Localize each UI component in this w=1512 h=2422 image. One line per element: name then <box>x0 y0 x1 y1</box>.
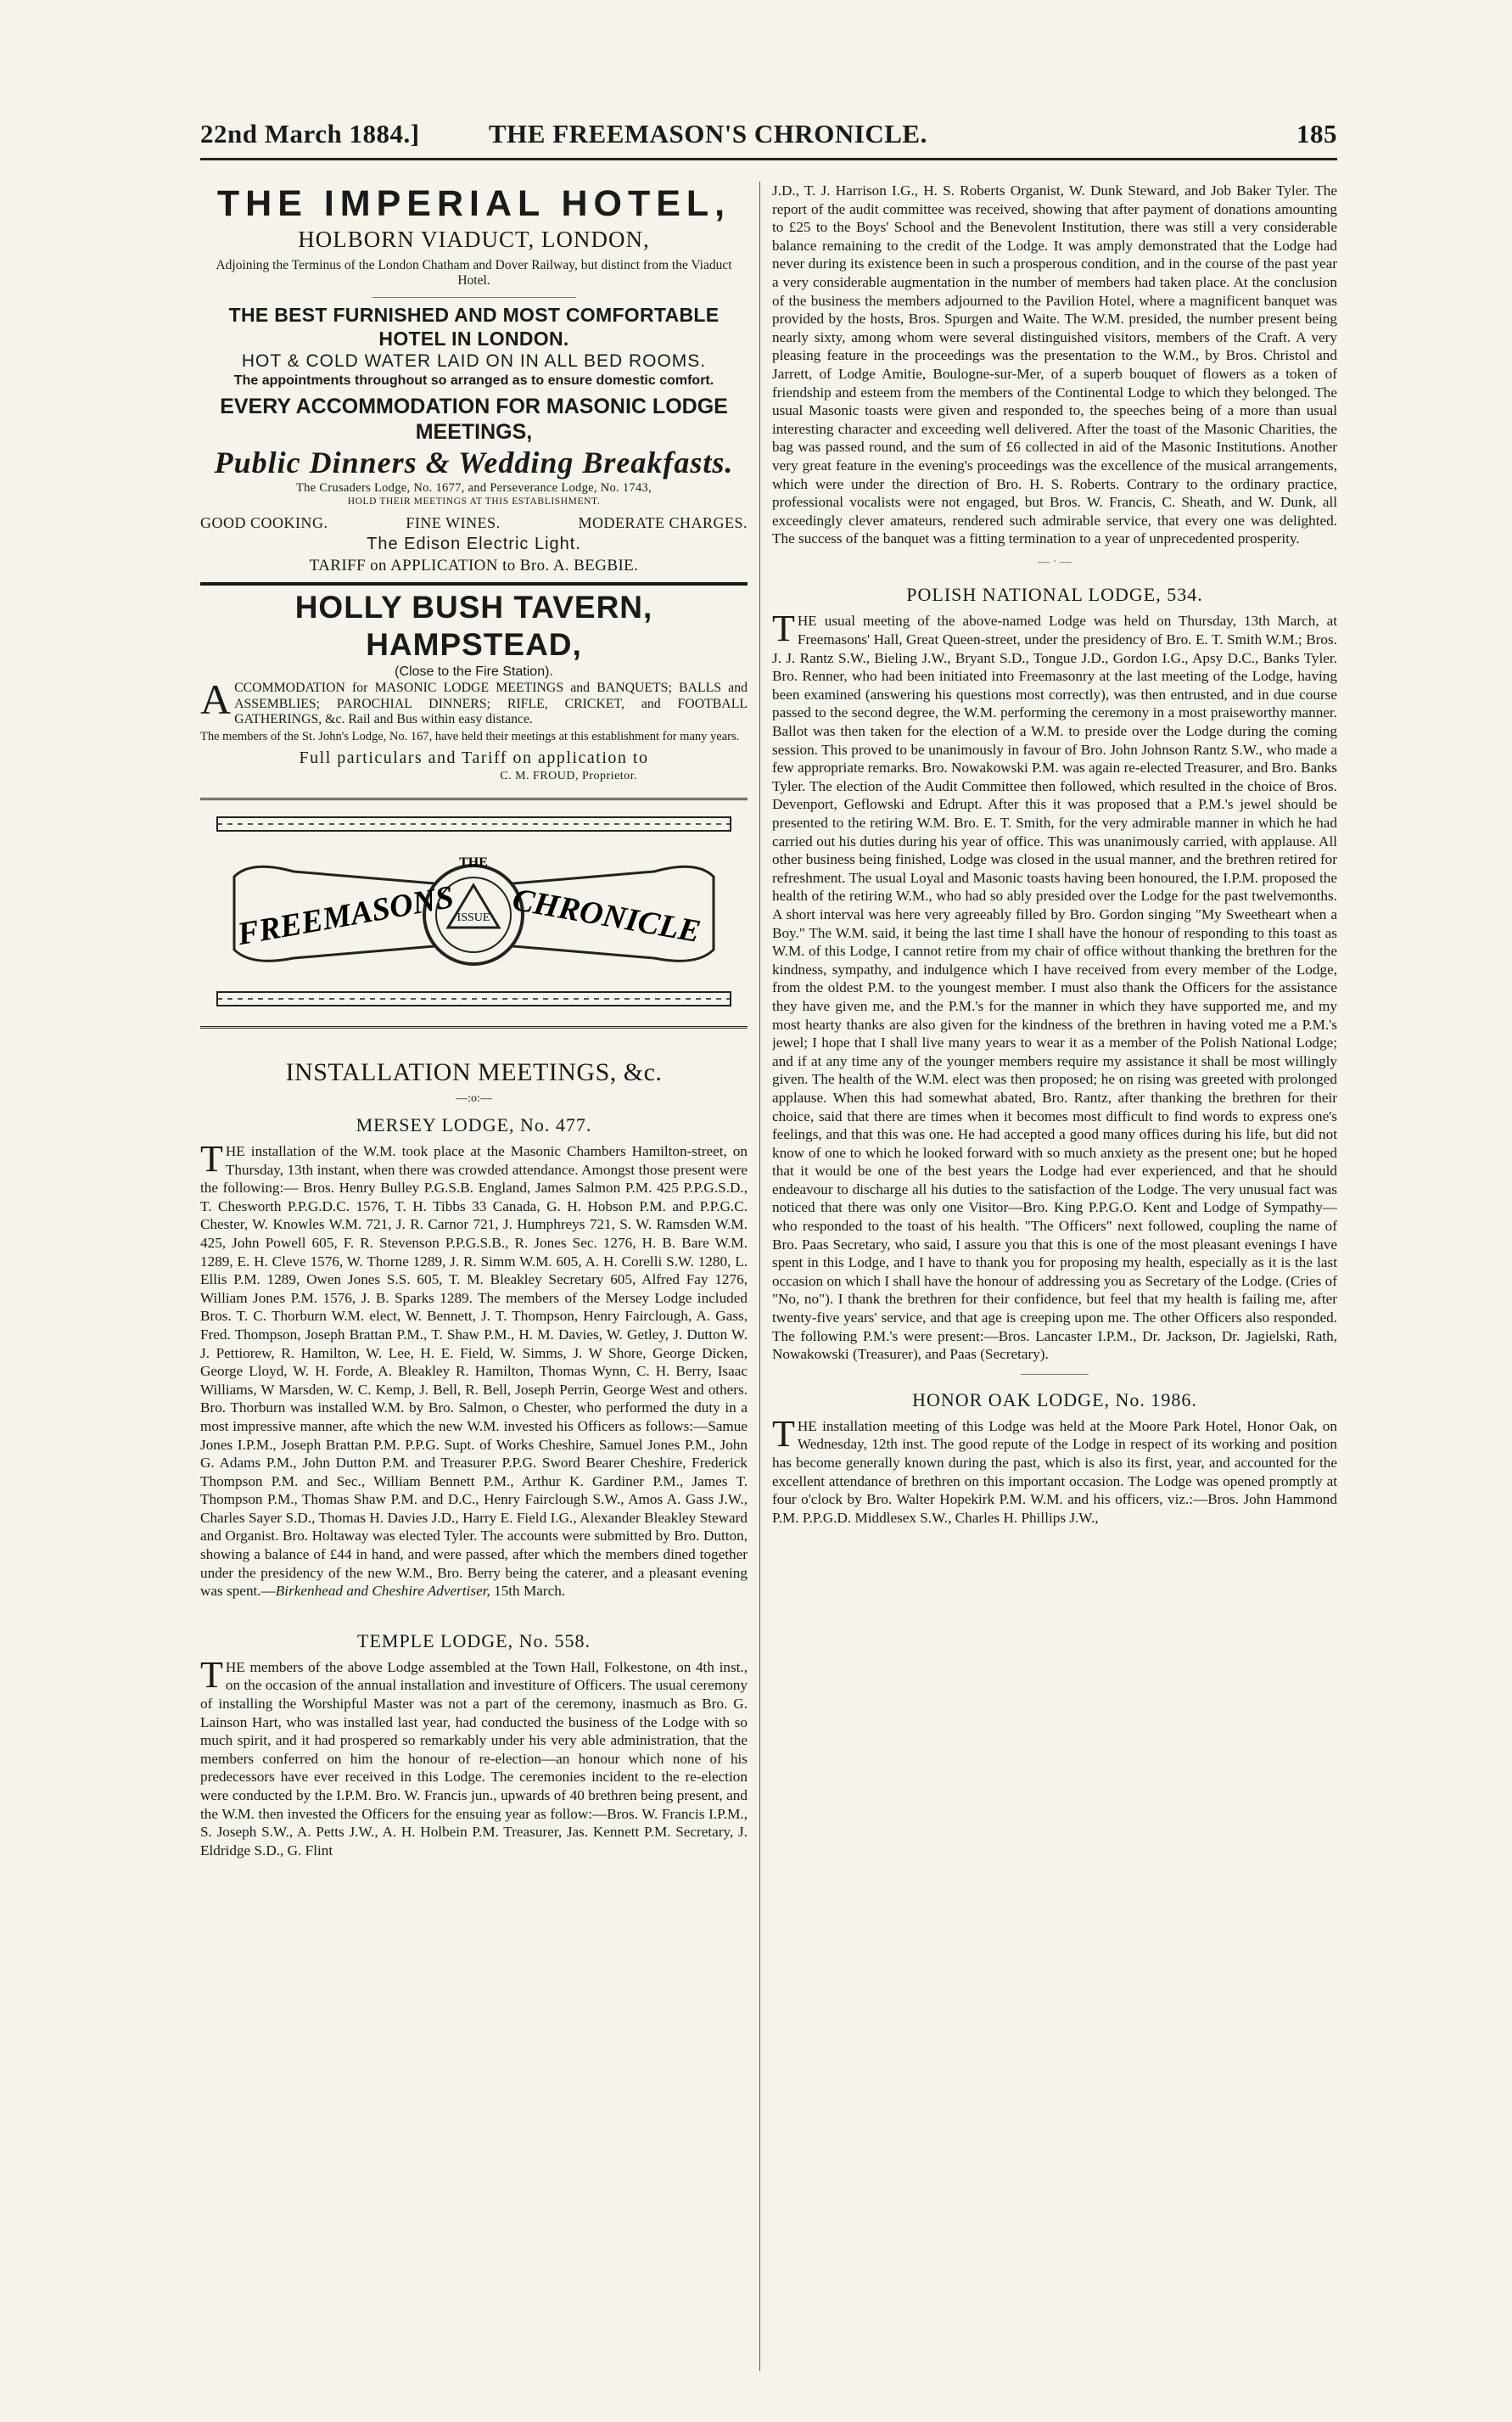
holly-body-text: CCOMMODATION for MASONIC LODGE MEETINGS and BANQUETS; BALLS and ASSEMBLIES; PAROCHIAL DINNERS; RIFLE, CRICKET, and FOOTBALL GATHERINGS, &c. Rail and Bus within easy distance. <box>234 681 748 726</box>
imperial-crusaders: The Crusaders Lodge, No. 1677, and Perseverance Lodge, No. 1743, <box>295 481 652 495</box>
imperial-hotel-advert <box>200 183 748 577</box>
advert-separator <box>200 582 748 586</box>
imperial-cooking: GOOD COOKING. <box>200 514 328 531</box>
advert-divider <box>372 297 576 298</box>
chronicle-logo-art <box>200 800 748 1021</box>
holly-subtitle: (Close to the Fire Station). <box>395 664 553 679</box>
running-header <box>200 119 1337 156</box>
polish-article <box>772 612 1337 1363</box>
mersey-heading: MERSEY LODGE, No. 477. <box>356 1114 592 1135</box>
polish-dropcap: T <box>772 612 795 650</box>
honor-heading: HONOR OAK LODGE, No. 1986. <box>912 1388 1197 1410</box>
imperial-best: THE BEST FURNISHED AND MOST COMFORTABLE HOTEL IN LONDON. <box>228 304 720 350</box>
imperial-hold: HOLD THEIR MEETINGS AT THIS ESTABLISHMENT. <box>347 496 601 507</box>
mersey-source: Birkenhead and Cheshire Advertiser, <box>275 1583 490 1600</box>
honor-text: HE installation meeting of this Lodge was held at the Moore Park Hotel, Honor Oak, on Wednesday, 12th inst. The good repute of the Lodge in respect of its working and position has become generally known during the past, which is also its first, year, and accounted for the excellent attendance of brethren on this important occasion. The Lodge was opened promptly at four o'clock by Bro. Walter Hopekirk P.M. W.M. and his officers, viz.:—Bros. John Hammond P.M. P.P.G.D. Middlesex S.W., Charles H. Phillips J.W., <box>772 1417 1337 1526</box>
imperial-charges: MODERATE CHARGES. <box>578 514 748 531</box>
installation-heading: INSTALLATION MEETINGS, &c. <box>285 1058 663 1086</box>
polish-text: HE usual meeting of the above-named Lodge was held on Thursday, 13th March, at Freemasons' Hall, Great Queen-street, under the presidency of Bro. E. T. Smith W.M.; Bros. J. J. Rantz S.W., Bieling J.W., Bryant S.D., Tongue J.D., Gordon I.G., Apsy D.C., Banks Tyler. Bro. Renner, who had been initiated into Freemasonry at the last meeting of the Lodge, having been examined (answering his questions most correctly), was then entrusted, and in due course passed to the second degree, the W.M. performing the ceremony in a most praiseworthy manner. Ballot was then taken for the election of a W.M. to preside over the Lodge during the coming session. This proved to be unanimously in favour of Bro. John Johnson Rantz S.W., who made a few appropriate remarks. Bro. Nowakowski P.M. was again re-elected Treasurer, and Bro. Banks Tyler. The election of the Audit Committee then followed, which resulted in the choice of Bros. Devenport, Geflowski and Edrupt. After this it was proposed that a P.M.'s jewel should be presented to the retiring W.M. Bro. E. T. Smith, for the very admirable manner in which he had carried out his duties during his year of office. This was unanimously carried, with applause. All other business being finished, Lodge was closed in the usual manner, and the brethren retired for refreshment. The usual Loyal and Masonic toasts having been honoured, the I.P.M. proposed the health of the retiring W.M., who had so ably presided over the Lodge for the past twelvemonths. A short interval was here very agreeably filled by Bro. Gordon singing "My Sweetheart when a Boy." The W.M. said, it being the last time I shall have the honour of responding to this toast as W.M. of this Lodge, I cannot retire from my chair of office without thanking the brethren for the kindness, sympathy, and indulgence which I have received from every member of the Lodge, from the oldest P.M. to the youngest member. I must also thank the Officers for the assistance they have given me, and the P.M.'s for the manner in which they have supported me, and my most hearty thanks are also given for the kindness of the brethren in having voted me a P.M.'s jewel; I hope that I shall live many years to wear it as a member of the Polish National Lodge; and if at any time any of the younger members require my assistance it shall be most willingly given. The health of the W.M. elect was then proposed; he on rising was greeted with prolonged applause. When this had somewhat abated, Bro. Rantz, after thanking the brethren for their choice, said that there are times when it becomes most difficult to find words to express one's feelings, and that this was one. He had accepted a good many offices during his life, but did not know of one to which he looked forward with so much anxiety as the present one; but he hoped that it would be one of the best years the Lodge had ever experienced, and that he should endeavour to discharge all his duties to the satisfaction of the Lodge. The very unusual fact was noticed that there was only one Visitor—Bro. King P.P.G.O. Kent and Lodge of Sympathy—who responded to the toast of his health. "The Officers" next followed, coupling the name of Bro. Paas Secretary, who said, I assure you that this is one of the most pleasant evenings I have spent in this Lodge, and I have to thank you for proposing my health, especially as it is the last occasion on which I shall have the honour of addressing you as Secretary of the Lodge. (Cries of "No, no"). I thank the brethren for their confidence, but feel that my health is failing me, after twenty-five years' service, and that age is creeping upon me. The other Officers also responded. The following P.M.'s were present:—Bros. Lancaster I.P.M., Dr. Jackson, Dr. Jagielski, Rath, Nowakowski (Treasurer), and Paas (Secretary). <box>772 613 1337 1363</box>
logo-left-text: FREEMASONS <box>234 879 456 953</box>
column-divider <box>759 182 760 2371</box>
temple-heading: TEMPLE LODGE, No. 558. <box>357 1629 591 1651</box>
temple-article <box>200 1658 748 1860</box>
header-rule <box>200 158 1337 160</box>
holly-proprietor: C. M. FROUD, Proprietor. <box>500 770 637 782</box>
chronicle-logo <box>200 798 748 1029</box>
imperial-dinners: Public Dinners & Wedding Breakfasts. <box>214 446 734 479</box>
temple-continuation: J.D., T. J. Harrison I.G., H. S. Roberts Organist, W. Dunk Steward, and Job Baker Tyler. The report of the audit committee was received, showing that after payment of donations amounting to £25 to the Boys' School and the Benevolent Institution, there was still a very considerable balance remaining to the credit of the Lodge. It was amply demonstrated that the Lodge had never during its existence been in such a prosperous condition, and in the course of the past year a very considerable augmentation in the number of members had taken place. At the conclusion of the business the members adjourned to the Pavilion Hotel, where a magnificent banquet was provided by the hosts, Bros. Spurgen and Waite. The W.M. presided, the number present being nearly sixty, among whom were several distinguished visitors, members of the Craft. A very pleasing feature in the proceedings was the presentation to the W.M., by Bros. Christol and Jarrett, of Lodge Amitie, Boulogne-sur-Mer, of a superb bouquet of flowers as a token of friendship and esteem from the members of the Continental Lodge to which they belonged. The usual Masonic toasts were given and responded to, the speeches being of a more than usual interesting character and exceeding well delivered. After the toast of the Masonic Charities, the bag was passed round, and the sum of £6 collected in aid of the Masonic Institutions. Another very great feature in the evening's proceedings was the excellence of the musical arrangements, which were under the direction of Bro. H. S. Roberts. Contrary to the ordinary practice, professional vocalists were not engaged, but Bros. W. Francis, C. Sheath, and W. Dunk, all exceedingly clever amateurs, rendered such admirable service, that every one was delighted. The success of the banquet was a fitting termination to a year of unprecedented prosperity. <box>772 182 1337 547</box>
page-number: 185 <box>1296 119 1337 149</box>
imperial-adjoining: Adjoining the Terminus of the London Chatham and Dover Railway, but distinct from the Viaduct Hotel. <box>216 258 732 288</box>
imperial-subtitle: HOLBORN VIADUCT, LONDON, <box>298 227 650 252</box>
imperial-edison: The Edison Electric Light. <box>367 535 581 553</box>
temple-dropcap: T <box>200 1657 223 1696</box>
publication-title: THE FREEMASON'S CHRONICLE. <box>489 119 927 149</box>
left-column <box>200 182 748 1859</box>
section-rule <box>1021 1374 1089 1375</box>
holly-full-particulars: Full particulars and Tariff on application to <box>299 748 649 767</box>
holly-dropcap: A <box>200 681 232 723</box>
logo-center-text: ISSUE <box>456 911 490 924</box>
holly-bush-advert <box>200 589 748 784</box>
logo-top-text: THE <box>459 855 488 870</box>
mersey-text: HE installation of the W.M. took place at the Masonic Chambers Hamilton-street, on Thursday, 13th instant, when there was crowded attendance. Amongst those present were the following:— Bros. Henry Bulley P.G.S.B. England, James Salmon P.M. 425 P.P.G.S.D., T. Chesworth P.P.G.D.C. 1576, T. H. Tibbs 33 Canada, G. H. Hobson P.M. and P.P.G.C. Chester, W. Knowles W.M. 721, J. R. Carnor 721, J. Humphreys 721, S. W. Ramsden W.M. 425, John Powell 605, F. R. Stevenson P.P.G.S.B., R. Jones Sec. 1276, H. B. Bare W.M. 1289, E. H. Cleve 1576, W. Thorne 1289, J. R. Simm W.M. 605, A. H. Corelli S.W. 1280, L. Ellis P.M. 1289, Owen Jones S.S. 605, T. M. Bleakley Secretary 605, Alfred Fay 1276, William Jones P.M. 1576, J. B. Sparks 1289. The members of the Mersey Lodge included Bros. T. C. Thorburn W.M. elect, W. Bennett, J. T. Thompson, Henry Fairclough, A. Gass, Fred. Thompson, Joseph Brattan P.M., T. Shaw P.M., H. M. Davies, W. Getley, J. Dutton W. J. Pettiorew, R. Hamilton, W. Lee, H. E. Field, W. Simms, J. W Shore, George Dicken, George Lloyd, W. H. Forde, A. Bleakley R. Hamilton, Thomas Wynn, C. H. Berry, Isaac Williams, W Marsden, W. C. Kemp, J. Bell, R. Bell, Joseph Perrin, George West and others. Bro. Thorburn was installed W.M. by Bro. Salmon, o Chester, who performed the duty in a most impressive manner, afte which the new W.M. invested his Officers as follows:—Samue Jones I.P.M., Joseph Brattan P.M. P.P.G. Supt. of Works Cheshire, Samuel Jones P.M., John G. Adams P.M., John Dutton P.M. and Treasurer P.P.G. Sword Bearer Cheshire, Frederick Thompson P.M. and Sec., William Bennett P.M., Arthur K. Gardiner P.M., James T. Thompson P.M., Thomas Shaw P.M. and D.C., Henry Fairclough S.W., Amos A. Gass J.W., Charles Sayer S.D., Thomas H. Davies J.D., Harry E. Field I.G., Alexander Bleakley Steward and Organist. Bro. Holtaway was elected Tyler. The accounts were submitted by Bro. Dutton, showing a balance of £44 in hand, and were passed, after which the members dined together under the presidency of the new W.M., Bro. Berry being the caterer, and a pleasant evening was spent.— <box>200 1143 748 1600</box>
imperial-tariff: TARIFF on APPLICATION to Bro. A. BEGBIE. <box>309 557 639 575</box>
temple-text: HE members of the above Lodge assembled at the Town Hall, Folkestone, on 4th inst., on the occasion of the annual installation and investiture of Officers. The usual ceremony of installing the Worshipful Master was not a part of the ceremony, inasmuch as Bro. G. Lainson Hart, who was installed last year, had conducted the business of the Lodge with so much spirit, and it had prospered so remarkably under his very able administration, that the members conferred on him the honour of re-election—an honour which none of his predecessors have ever received in this Lodge. The ceremonies incident to the re-election were conducted by the I.P.M. Bro. W. Francis jun., upwards of 40 brethren being present, and the W.M. then invested the Officers for the ensuing year as follow:—Bros. W. Francis I.P.M., S. Joseph S.W., A. Petts J.W., A. H. Holbein P.M. Treasurer, Jas. Kennett P.M. Secretary, J. Eldridge S.D., G. Flint <box>200 1658 748 1859</box>
polish-heading: POLISH NATIONAL LODGE, 534. <box>906 584 1203 606</box>
imperial-water: HOT & COLD WATER LAID ON IN ALL BED ROOMS. <box>241 351 707 371</box>
mersey-dropcap: T <box>200 1142 223 1180</box>
honor-dropcap: T <box>772 1416 795 1455</box>
logo-right-text: CHRONICLE <box>509 881 703 950</box>
issue-date: 22nd March 1884.] <box>200 119 420 149</box>
holly-body <box>200 681 748 728</box>
installation-ornament: —:o:— <box>456 1092 492 1105</box>
imperial-wines: FINE WINES. <box>406 514 501 531</box>
section-dash: — · — <box>1038 555 1072 569</box>
imperial-features <box>200 513 748 533</box>
holly-members: The members of the St. John's Lodge, No. 167, have held their meetings at this establishment for many years. <box>200 729 740 743</box>
mersey-source-date: 15th March. <box>490 1583 566 1600</box>
mersey-article <box>200 1142 748 1601</box>
honor-article <box>772 1417 1337 1528</box>
imperial-every: EVERY ACCOMMODATION FOR MASONIC LODGE MEETINGS, <box>220 395 728 444</box>
imperial-title: THE IMPERIAL HOTEL, <box>216 183 731 224</box>
holly-title: HOLLY BUSH TAVERN, HAMPSTEAD, <box>294 590 653 662</box>
imperial-appointments: The appointments throughout so arranged as to ensure domestic comfort. <box>233 373 714 388</box>
right-column <box>772 182 1337 1527</box>
